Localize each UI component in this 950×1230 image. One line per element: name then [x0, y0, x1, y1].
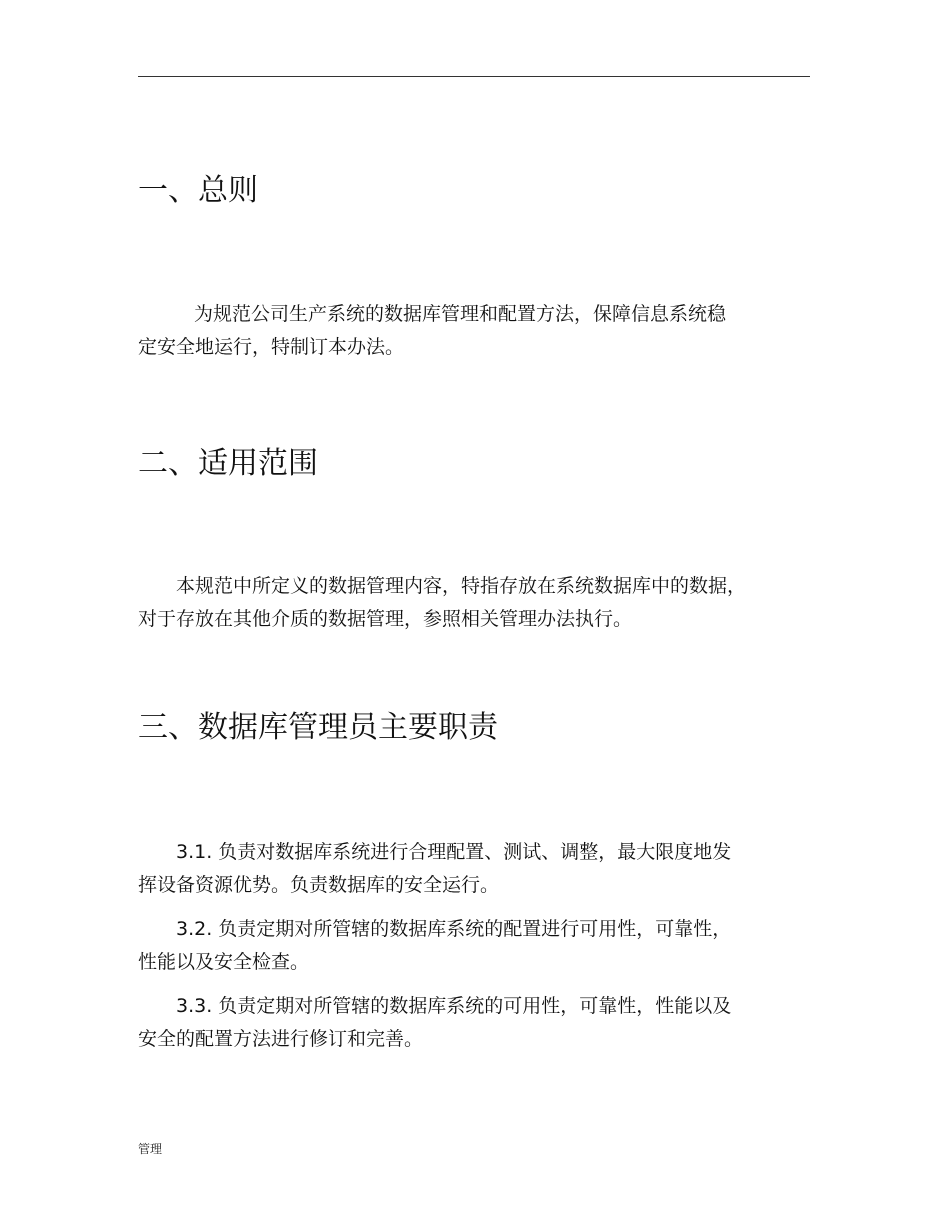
paragraph-line: 3.1. 负责对数据库系统进行合理配置、测试、调整，最大限度地发 [176, 841, 732, 863]
paragraph-scope [138, 570, 778, 636]
paragraph-line: 为规范公司生产系统的数据库管理和配置方法，保障信息系统稳 [194, 303, 727, 325]
paragraph-duty-3-3 [138, 990, 778, 1056]
paragraph-duty-3-2 [138, 913, 778, 979]
paragraph-line: 安全的配置方法进行修订和完善。 [138, 1028, 424, 1050]
paragraph-line: 定安全地运行，特制订本办法。 [138, 336, 405, 358]
paragraph-line: 性能以及安全检查。 [138, 951, 310, 973]
section-heading-general: 一、总则 [138, 173, 258, 208]
paragraph-line: 挥设备资源优势。负责数据库的安全运行。 [138, 874, 500, 896]
paragraph-general [138, 298, 778, 364]
header-rule [138, 76, 810, 77]
section-heading-dba-duties: 三、数据库管理员主要职责 [138, 710, 498, 745]
section-heading-scope: 二、适用范围 [138, 446, 318, 481]
paragraph-line: 3.3. 负责定期对所管辖的数据库系统的可用性，可靠性，性能以及 [176, 995, 732, 1017]
footer-label: 管理 [138, 1142, 163, 1156]
paragraph-line: 3.2. 负责定期对所管辖的数据库系统的配置进行可用性，可靠性， [176, 918, 732, 940]
paragraph-line: 本规范中所定义的数据管理内容，特指存放在系统数据库中的数据， [176, 575, 747, 597]
paragraph-line: 对于存放在其他介质的数据管理，参照相关管理办法执行。 [138, 608, 633, 630]
paragraph-duty-3-1 [138, 836, 778, 902]
